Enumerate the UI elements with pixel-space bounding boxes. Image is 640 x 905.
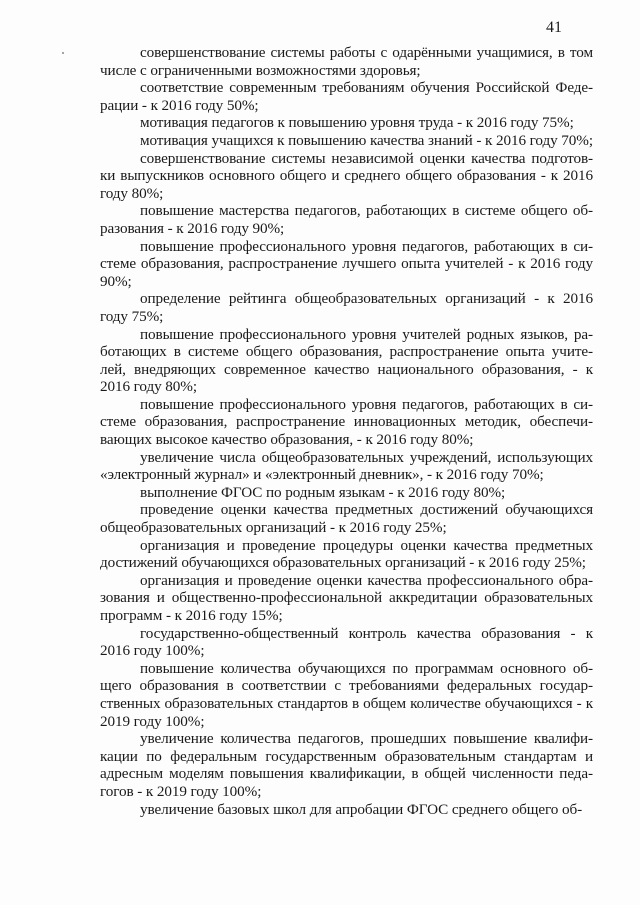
paragraph-12: выполнение ФГОС по родным языкам - к 2016 году 80%; (140, 483, 506, 501)
paragraph-9: повышение профессионального уровня учителей родных языков, ра-ботающих в системе общего образования, распространение опыта учите-лей, внедряющих современное качество национального образования, - к 2016 году 80%; (100, 325, 593, 396)
paragraph-15: организация и проведение оценки качества профессионального обра-зования и общественно-профессиональной аккредитации образовательных программ - к 2016 году 15%; (100, 571, 593, 624)
paragraph-16: государственно-общественный контроль качества образования - к 2016 году 100%; (100, 624, 593, 660)
margin-mark (62, 52, 64, 54)
paragraph-5: совершенствование системы независимой оценки качества подготов-ки выпускников основного общего и среднего общего образования - к 2016 году 80%; (100, 149, 593, 202)
paragraph-13: проведение оценки качества предметных достижений обучающихся общеобразовательных организаций - к 2016 году 25%; (100, 501, 593, 537)
paragraph-14: организация и проведение процедуры оценки качества предметных достижений обучающихся образовательных организаций - к 2016 году 25%; (100, 536, 593, 572)
paragraph-3: мотивация педагогов к повышению уровня труда - к 2016 году 75%; (140, 114, 574, 132)
paragraph-6: повышение мастерства педагогов, работающих в системе общего об-разования - к 2016 году 90%; (100, 202, 593, 237)
page-number: 41 (546, 19, 562, 36)
paragraph-7: повышение профессионального уровня педагогов, работающих в си-стеме образования, распространение лучшего опыта учителей - к 2016 году 90%; (100, 237, 593, 290)
paragraph-10: повышение профессионального уровня педагогов, работающих в си-стеме образования, распространение инновационных методик, обеспечи-вающих высокое качество образования, - к 2016 году 80%; (100, 395, 593, 449)
paragraph-19: увеличение базовых школ для апробации ФГОС среднего общего об- (140, 800, 583, 818)
paragraph-17: повышение количества обучающихся по программам основного об-щего образования в соответствии с требованиями федеральных государ-ственных образовательных стандартов в общем количестве обучающихся - к 2019 году 100%; (100, 659, 593, 730)
paragraph-8: определение рейтинга общеобразовательных организаций - к 2016 году 75%; (100, 290, 593, 325)
paragraph-1: совершенствование системы работы с одарёнными учащимися, в том числе с ограниченными возможностями здоровья; (100, 44, 593, 79)
paragraph-2: соответствие современным требованиям обучения Российской Феде-рации - к 2016 году 50%; (100, 79, 593, 114)
paragraph-11: увеличение числа общеобразовательных учреждений, использующих «электронный журнал» и «электронный дневник», - к 2016 году 70%; (100, 448, 593, 484)
body-text (100, 44, 593, 818)
paragraph-18: увеличение количества педагогов, прошедших повышение квалифи-кации по федеральным государственным образовательным стандартам и адресным моделям повышения квалификации, в общей численности педа-гогов - к 2019 году 100%; (100, 730, 593, 800)
paragraph-4: мотивация учащихся к повышению качества знаний - к 2016 году 70%; (140, 131, 593, 149)
